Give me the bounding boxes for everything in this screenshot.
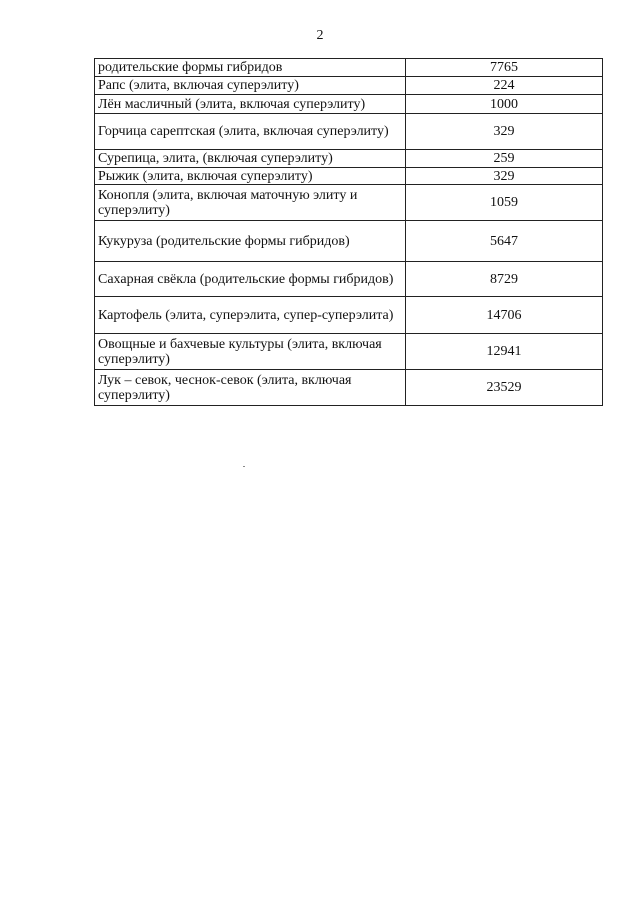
crop-name: Горчица сарептская (элита, включая суперэлиту)	[95, 114, 406, 150]
crop-value: 224	[406, 77, 603, 95]
crop-name: Кукуруза (родительские формы гибридов)	[95, 221, 406, 262]
table-row	[95, 77, 603, 95]
crop-name: Сахарная свёкла (родительские формы гибридов)	[95, 262, 406, 297]
scan-speck	[243, 466, 245, 467]
crop-name: Рапс (элита, включая суперэлиту)	[95, 77, 406, 95]
table-row	[95, 114, 603, 150]
page-number: 2	[316, 28, 324, 43]
crop-value: 23529	[406, 370, 603, 406]
crop-value: 259	[406, 150, 603, 168]
table-row	[95, 95, 603, 114]
crop-name: родительские формы гибридов	[95, 59, 406, 77]
crop-name: Конопля (элита, включая маточную элиту и суперэлиту)	[95, 185, 406, 221]
crop-value: 8729	[406, 262, 603, 297]
crop-name: Лук – севок, чеснок-севок (элита, включая суперэлиту)	[95, 370, 406, 406]
crop-value: 329	[406, 168, 603, 185]
crop-value: 5647	[406, 221, 603, 262]
table-row	[95, 59, 603, 77]
crop-value: 7765	[406, 59, 603, 77]
table-row	[95, 168, 603, 185]
table-row	[95, 221, 603, 262]
crop-name: Картофель (элита, суперэлита, супер-суперэлита)	[95, 297, 406, 334]
crop-value: 329	[406, 114, 603, 150]
crop-value: 1000	[406, 95, 603, 114]
table-row	[95, 262, 603, 297]
table-row	[95, 297, 603, 334]
table-row	[95, 370, 603, 406]
crop-name: Овощные и бахчевые культуры (элита, включая суперэлиту)	[95, 334, 406, 370]
crop-name: Сурепица, элита, (включая суперэлиту)	[95, 150, 406, 168]
crop-value: 1059	[406, 185, 603, 221]
crop-name: Рыжик (элита, включая суперэлиту)	[95, 168, 406, 185]
table-row	[95, 185, 603, 221]
crop-value: 14706	[406, 297, 603, 334]
crop-name: Лён масличный (элита, включая суперэлиту)	[95, 95, 406, 114]
table-row	[95, 150, 603, 168]
crop-value: 12941	[406, 334, 603, 370]
table-row	[95, 334, 603, 370]
seed-volume-table	[94, 58, 603, 406]
